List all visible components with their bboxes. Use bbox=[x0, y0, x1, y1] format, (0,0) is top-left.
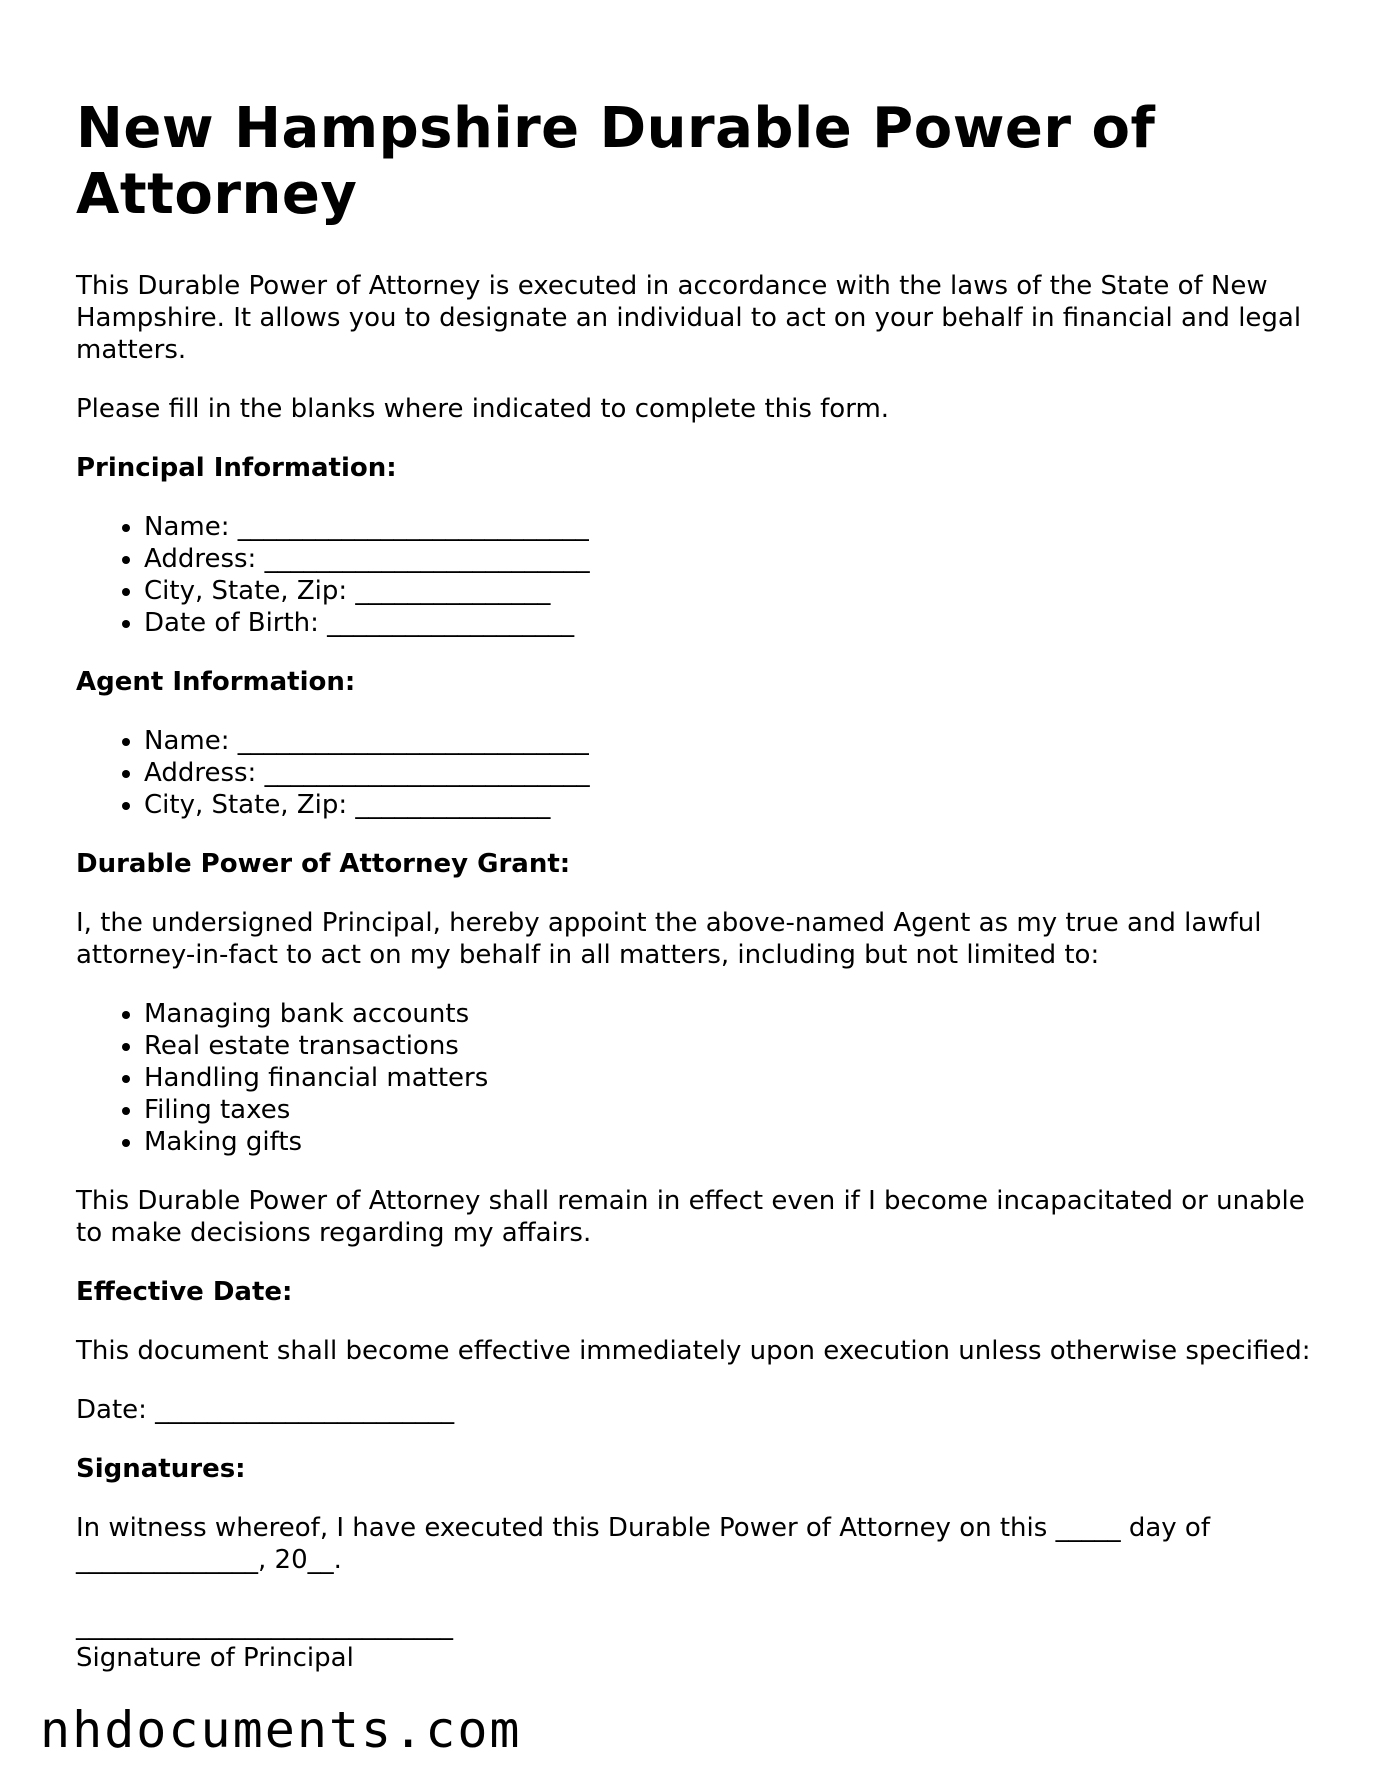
power-item: • Real estate transactions bbox=[144, 1030, 1316, 1062]
agent-address-field: • Address: _________________________ bbox=[144, 757, 1316, 789]
power-item: • Managing bank accounts bbox=[144, 998, 1316, 1030]
agent-heading: Agent Information: bbox=[76, 667, 356, 697]
document-page bbox=[76, 96, 1316, 1674]
agent-name-field: • Name: ___________________________ bbox=[144, 725, 1316, 757]
witness-paragraph: In witness whereof, I have executed this Durable Power of Attorney on this _____ day of ______________, 20__. bbox=[76, 1513, 1210, 1575]
powers-list bbox=[76, 998, 1316, 1158]
power-item: • Handling financial matters bbox=[144, 1062, 1316, 1094]
document-title: New Hampshire Durable Power of Attorney bbox=[76, 96, 1156, 227]
agent-city-field: • City, State, Zip: _______________ bbox=[144, 789, 1316, 821]
instructions-paragraph: Please fill in the blanks where indicated to complete this form. bbox=[76, 394, 890, 424]
power-item: • Filing taxes bbox=[144, 1094, 1316, 1126]
signatures-heading: Signatures: bbox=[76, 1454, 246, 1484]
principal-fields bbox=[76, 511, 1316, 639]
principal-city-field: • City, State, Zip: _______________ bbox=[144, 575, 1316, 607]
power-item: • Making gifts bbox=[144, 1126, 1316, 1158]
durability-paragraph: This Durable Power of Attorney shall remain in effect even if I become incapacitated or unable to make decisions regarding my affairs. bbox=[76, 1186, 1305, 1248]
grant-heading: Durable Power of Attorney Grant: bbox=[76, 849, 571, 879]
principal-dob-field: • Date of Birth: ___________________ bbox=[144, 607, 1316, 639]
site-watermark: nhdocuments.com bbox=[40, 1701, 522, 1759]
principal-address-field: • Address: _________________________ bbox=[144, 543, 1316, 575]
effective-date-line: Date: _______________________ bbox=[76, 1395, 455, 1425]
effective-heading: Effective Date: bbox=[76, 1277, 293, 1307]
grant-paragraph: I, the undersigned Principal, hereby appoint the above-named Agent as my true and lawful attorney-in-fact to act on my behalf in all matters, including but not limited to: bbox=[76, 908, 1262, 970]
principal-heading: Principal Information: bbox=[76, 453, 397, 483]
intro-paragraph: This Durable Power of Attorney is executed in accordance with the laws of the State of New Hampshire. It allows you to designate an individual to act on your behalf in financial and legal matters. bbox=[76, 271, 1302, 365]
signature-label: Signature of Principal bbox=[76, 1643, 354, 1673]
effective-paragraph: This document shall become effective immediately upon execution unless otherwise specified: bbox=[76, 1336, 1311, 1366]
signature-line: _____________________________ bbox=[76, 1611, 453, 1641]
principal-name-field: • Name: ___________________________ bbox=[144, 511, 1316, 543]
agent-fields bbox=[76, 725, 1316, 821]
